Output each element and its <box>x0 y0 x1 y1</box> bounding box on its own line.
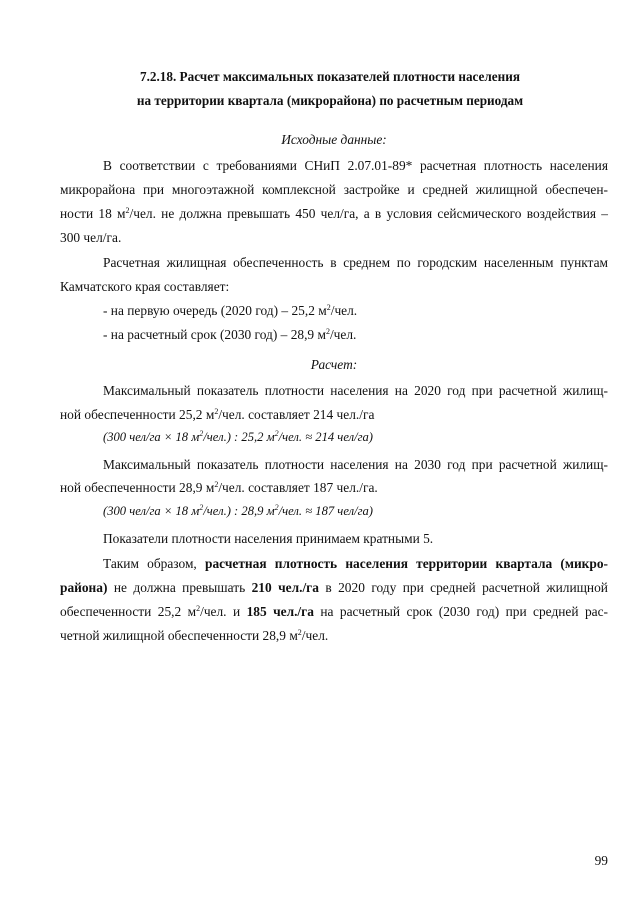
paragraph-1-line-2: микрорайона при многоэтажной комплексной застройке и средней жилищной обеспечен- <box>60 182 608 197</box>
paragraph-6-line-1: Таким образом, расчетная плотность населения территории квартала (микро- <box>103 556 608 571</box>
paragraph-2-line-1: Расчетная жилищная обеспеченность в среднем по городским населенным пунктам <box>103 255 608 270</box>
paragraph-6-line-3: обеспеченности 25,2 $м^2$/чел. и 185 чел./га на расчетный срок (2030 год) при средней рас- <box>60 604 609 619</box>
paragraph-1-line-4: 300 чел/га. <box>60 230 122 245</box>
formula-2020: (300 чел/га × 18 $м^2/чел$.) : 25,2 $м^2$/чел. ≈ 214 чел/га) <box>103 429 373 444</box>
paragraph-5: Показатели плотности населения принимаем кратными 5. <box>103 531 434 546</box>
paragraph-1-line-1: В соответствии с требованиями СНиП 2.07.01-89* расчетная плотность населения <box>103 158 608 173</box>
section-heading-line-1: 7.2.18. Расчет максимальных показателей плотности населения <box>139 69 520 84</box>
formula-2030: (300 чел/га × 18 $м^2/чел$.) : 28,9 $м^2$/чел. ≈ 187 чел/га) <box>103 503 373 518</box>
paragraph-6-line-2: района) не должна превышать 210 чел./га в 2020 году при средней расчетной жилищной <box>60 580 608 595</box>
paragraph-2-line-2: Камчатского края составляет: <box>60 279 230 294</box>
section-heading-line-2: на территории квартала (микрорайона) по расчетным периодам <box>136 93 524 108</box>
paragraph-3-line-1: Максимальный показатель плотности населения на 2020 год при расчетной жилищ- <box>103 383 608 398</box>
page-number: 99 <box>594 853 608 868</box>
paragraph-4-line-2: ной обеспеченности 28,9 $м^2$/чел. составляет 187 чел./га. <box>60 480 378 495</box>
calculation-label: Расчет: <box>310 357 358 372</box>
list-item-design-period: - на расчетный срок (2030 год) – 28,9 $м^2$/чел. <box>103 327 357 342</box>
list-item-first-stage: - на первую очередь (2020 год) – 25,2 $м^2$/чел. <box>103 303 358 318</box>
initial-data-label: Исходные данные: <box>281 132 387 147</box>
paragraph-6-line-4: четной жилищной обеспеченности 28,9 $м^2$/чел. <box>60 628 329 643</box>
paragraph-4-line-1: Максимальный показатель плотности населения на 2030 год при расчетной жилищ- <box>103 457 608 472</box>
paragraph-1-line-3: ности 18 $м^2$/чел. не должна превышать 450 чел/га, а в условия сейсмического воздействия – <box>60 206 609 221</box>
paragraph-3-line-2: ной обеспеченности 25,2 $м^2$/чел. составляет 214 чел./га <box>60 407 375 422</box>
